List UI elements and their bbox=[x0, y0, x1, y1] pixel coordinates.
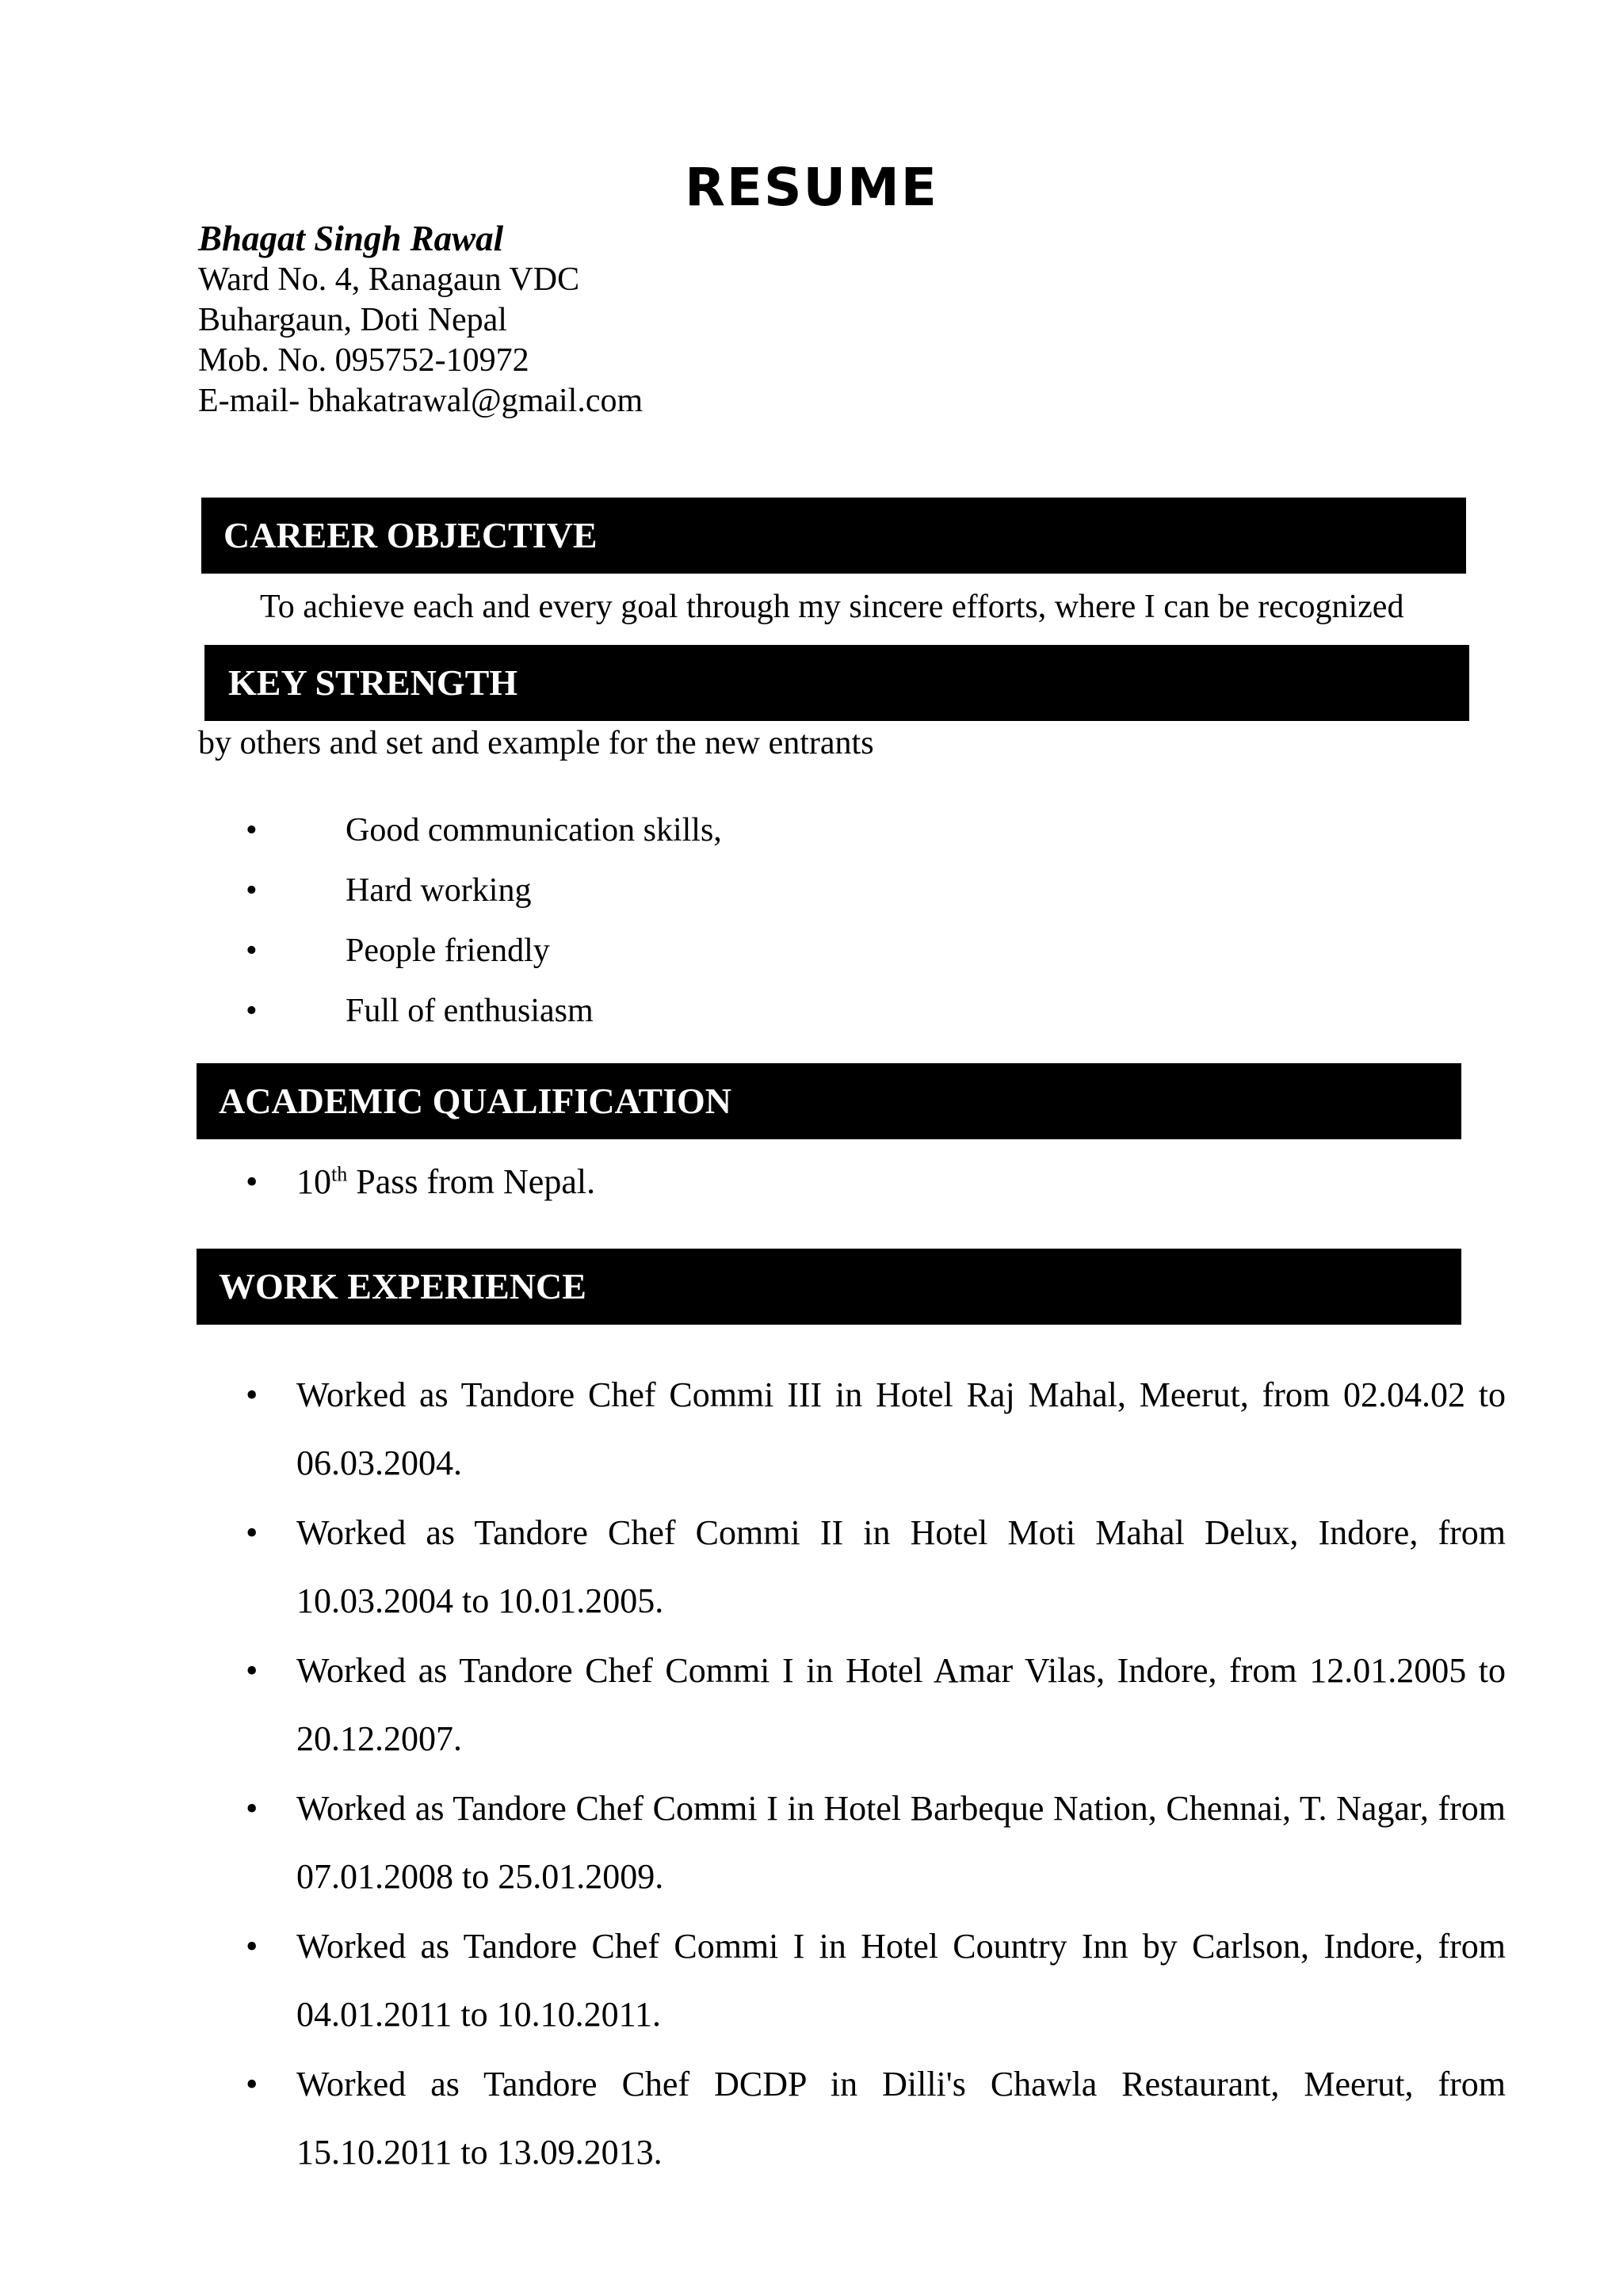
list-item bbox=[246, 1775, 1506, 1913]
bullet-icon: • bbox=[246, 993, 258, 1029]
key-strength-item: People friendly bbox=[346, 933, 550, 969]
section-heading-career-objective: CAREER OBJECTIVE bbox=[201, 498, 1466, 574]
work-experience-entry: Worked as Tandore Chef Commi I in Hotel Amar Vilas, Indore, from 12.01.2005 to 20.12.2007. bbox=[296, 1651, 1506, 1758]
bullet-icon: • bbox=[246, 1789, 258, 1828]
bullet-icon: • bbox=[246, 1375, 258, 1414]
contact-block bbox=[198, 217, 643, 421]
work-experience-entry: Worked as Tandore Chef Commi I in Hotel Barbeque Nation, Chennai, T. Nagar, from 07.01.2008 to 25.01.2009. bbox=[296, 1789, 1506, 1896]
list-item bbox=[246, 1637, 1506, 1775]
candidate-name: Bhagat Singh Rawal bbox=[198, 219, 504, 258]
list-item bbox=[246, 2050, 1506, 2188]
bullet-icon: • bbox=[246, 1513, 258, 1552]
qualification-level: 10 bbox=[296, 1162, 331, 1201]
key-strength-item: Full of enthusiasm bbox=[346, 993, 594, 1029]
work-experience-entry: Worked as Tandore Chef Commi I in Hotel Country Inn by Carlson, Indore, from 04.01.2011 to 10.10.2011. bbox=[296, 1927, 1506, 2034]
list-item bbox=[246, 1499, 1506, 1637]
career-objective-text-line-2: by others and set and example for the new entrants bbox=[198, 725, 874, 761]
qualification-ordinal-suffix: th bbox=[331, 1162, 348, 1186]
work-experience-entry: Worked as Tandore Chef Commi II in Hotel Moti Mahal Delux, Indore, from 10.03.2004 to 10.01.2005. bbox=[296, 1513, 1506, 1620]
section-heading-academic-qualification: ACADEMIC QUALIFICATION bbox=[197, 1063, 1461, 1139]
key-strength-item: Good communication skills, bbox=[346, 812, 722, 849]
email-address: E-mail- bhakatrawal@gmail.com bbox=[198, 383, 643, 419]
section-heading-work-experience: WORK EXPERIENCE bbox=[197, 1249, 1461, 1325]
work-experience-entry: Worked as Tandore Chef DCDP in Dilli's Chawla Restaurant, Meerut, from 15.10.2011 to 13.09.2013. bbox=[296, 2065, 1506, 2172]
key-strength-item: Hard working bbox=[346, 872, 532, 909]
bullet-icon: • bbox=[246, 1927, 258, 1966]
bullet-icon: • bbox=[246, 872, 258, 909]
section-heading-key-strength: KEY STRENGTH bbox=[204, 645, 1469, 721]
qualification-description: Pass from Nepal. bbox=[347, 1162, 596, 1201]
work-experience-list bbox=[246, 1361, 1506, 2188]
bullet-icon: • bbox=[246, 933, 258, 969]
academic-qualification-text bbox=[296, 1158, 595, 1206]
bullet-icon: • bbox=[246, 812, 258, 849]
bullet-icon: • bbox=[246, 1162, 258, 1201]
list-item bbox=[246, 1913, 1506, 2050]
mobile-number: Mob. No. 095752-10972 bbox=[198, 342, 529, 379]
career-objective-text-line-1: To achieve each and every goal through my sincere efforts, where I can be recognized bbox=[260, 589, 1404, 625]
work-experience-entry: Worked as Tandore Chef Commi III in Hotel Raj Mahal, Meerut, from 02.04.02 to 06.03.2004. bbox=[296, 1375, 1506, 1482]
resume-title: RESUME bbox=[685, 157, 938, 218]
address-line-1: Ward No. 4, Ranagaun VDC bbox=[198, 261, 580, 298]
bullet-icon: • bbox=[246, 1651, 258, 1690]
list-item bbox=[246, 1361, 1506, 1499]
bullet-icon: • bbox=[246, 2065, 258, 2103]
address-line-2: Buhargaun, Doti Nepal bbox=[198, 302, 507, 338]
